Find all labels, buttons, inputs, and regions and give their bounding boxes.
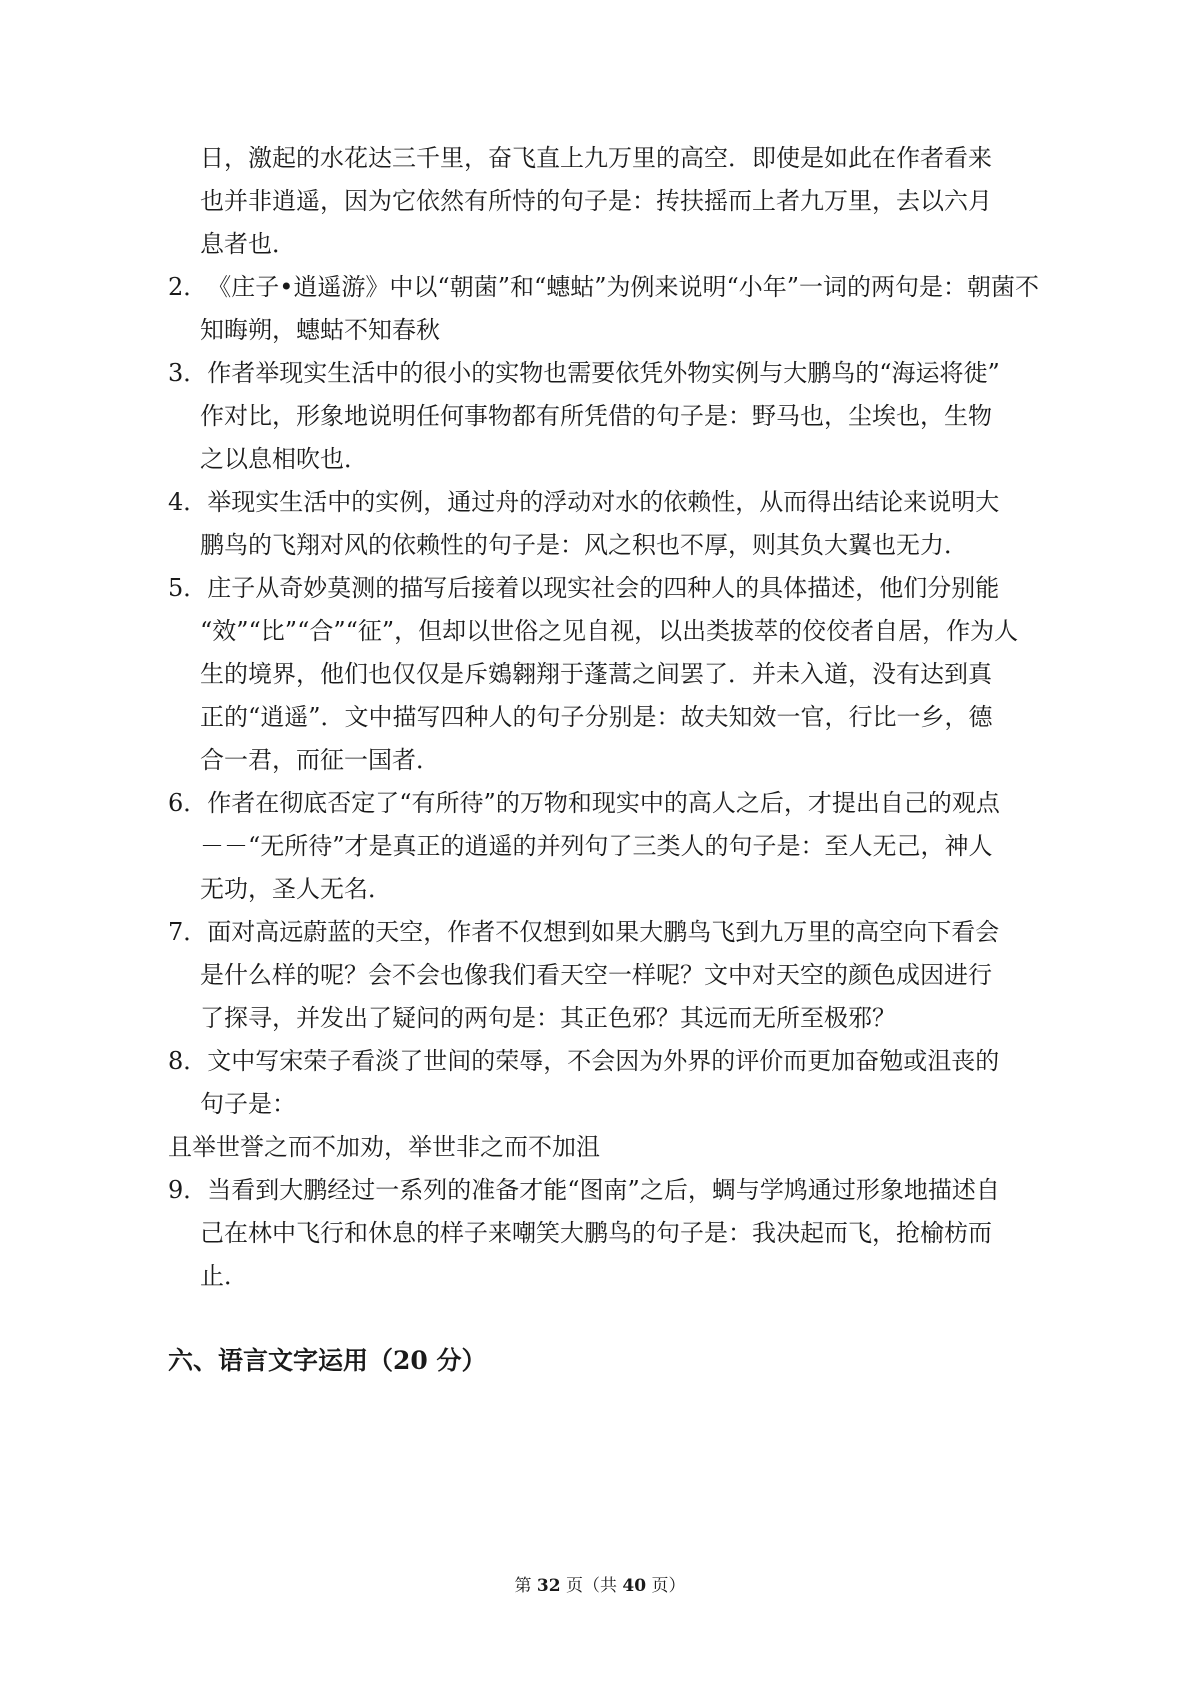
answer-line: 是什么样的呢？会不会也像我们看天空一样呢？文中对天空的颜色成因进行 — [200, 961, 992, 989]
page-footer — [0, 1575, 1200, 1597]
question-7 — [168, 917, 999, 947]
footer-suffix: 页） — [651, 1576, 686, 1596]
answer-line: 无功，圣人无名． — [200, 875, 392, 903]
footer-mid: 页（共 — [566, 1576, 617, 1596]
question-4 — [168, 487, 999, 517]
answer-line: 作对比，形象地说明任何事物都有所凭借的句子是：野马也，尘埃也，生物 — [200, 402, 992, 430]
answer-line: 也并非逍遥，因为它依然有所恃的句子是：抟扶摇而上者九万里，去以六月 — [200, 187, 992, 215]
question-text: 举现实生活中的实例，通过舟的浮动对水的依赖性，从而得出结论来说明大 — [207, 488, 1000, 516]
answer-line: 日，激起的水花达三千里，奋飞直上九万里的高空．即使是如此在作者看来 — [200, 144, 992, 172]
answer-line: 且举世誉之而不加劝，举世非之而不加沮 — [168, 1133, 600, 1161]
question-number: 3． — [168, 359, 208, 387]
question-9 — [168, 1175, 1000, 1205]
question-2 — [168, 272, 1039, 302]
answer-line: 止． — [200, 1262, 248, 1290]
answer-line: 正的“逍遥”．文中描写四种人的句子分别是：故夫知效一官，行比一乡，德 — [200, 703, 993, 731]
answer-line: 息者也． — [200, 230, 296, 258]
question-6 — [168, 788, 1000, 818]
answer-line: 生的境界，他们也仅仅是斥鴳翱翔于蓬蒿之间罢了．并未入道，没有达到真 — [200, 660, 992, 688]
question-number: 4． — [168, 488, 208, 516]
question-text: 作者举现实生活中的很小的实物也需要依凭外物实例与大鹏鸟的“海运将徙” — [207, 359, 1000, 387]
question-number: 8． — [168, 1047, 208, 1075]
question-number: 7． — [168, 918, 208, 946]
answer-line: 鹏鸟的飞翔对风的依赖性的句子是：风之积也不厚，则其负大翼也无力． — [200, 531, 968, 559]
footer-prefix: 第 — [514, 1576, 532, 1596]
answer-line: 知晦朔，蟪蛄不知春秋 — [200, 316, 440, 344]
answer-line: 己在林中飞行和休息的样子来嘲笑大鹏鸟的句子是：我决起而飞，抢榆枋而 — [200, 1219, 992, 1247]
question-number: 2． — [168, 273, 208, 301]
question-text: 作者在彻底否定了“有所待”的万物和现实中的高人之后，才提出自己的观点 — [207, 789, 1000, 817]
answer-line: 了探寻，并发出了疑问的两句是：其正色邪？其远而无所至极邪？ — [200, 1004, 896, 1032]
question-text: 庄子从奇妙莫测的描写后接着以现实社会的四种人的具体描述，他们分别能 — [207, 574, 1000, 602]
section-heading: 六、语言文字运用（20 分） — [168, 1346, 487, 1375]
answer-line: 句子是： — [200, 1090, 296, 1118]
question-text: 面对高远蔚蓝的天空，作者不仅想到如果大鹏鸟飞到九万里的高空向下看会 — [207, 918, 1000, 946]
answer-line: 之以息相吹也． — [200, 445, 368, 473]
question-3 — [168, 358, 1000, 388]
question-number: 6． — [168, 789, 208, 817]
answer-line: 合一君，而征一国者． — [200, 746, 440, 774]
question-8 — [168, 1046, 999, 1076]
answer-line: －－“无所待”才是真正的逍遥的并列句了三类人的句子是：至人无己，神人 — [200, 832, 993, 860]
answer-line: “效”“比”“合”“征”，但却以世俗之见自视，以出类拔萃的佼佼者自居，作为人 — [200, 617, 1019, 645]
question-text: 文中写宋荣子看淡了世间的荣辱，不会因为外界的评价而更加奋勉或沮丧的 — [207, 1047, 1000, 1075]
current-page-number: 32 — [536, 1576, 561, 1596]
question-number: 5． — [168, 574, 208, 602]
question-number: 9． — [168, 1176, 208, 1204]
question-text: 当看到大鹏经过一系列的准备才能“图南”之后，蜩与学鸠通过形象地描述自 — [207, 1176, 1000, 1204]
total-pages-number: 40 — [622, 1576, 647, 1596]
question-text: 《庄子•逍遥游》中以“朝菌”和“蟪蛄”为例来说明“小年”一词的两句是：朝菌不 — [207, 273, 1040, 301]
question-5 — [168, 573, 999, 603]
